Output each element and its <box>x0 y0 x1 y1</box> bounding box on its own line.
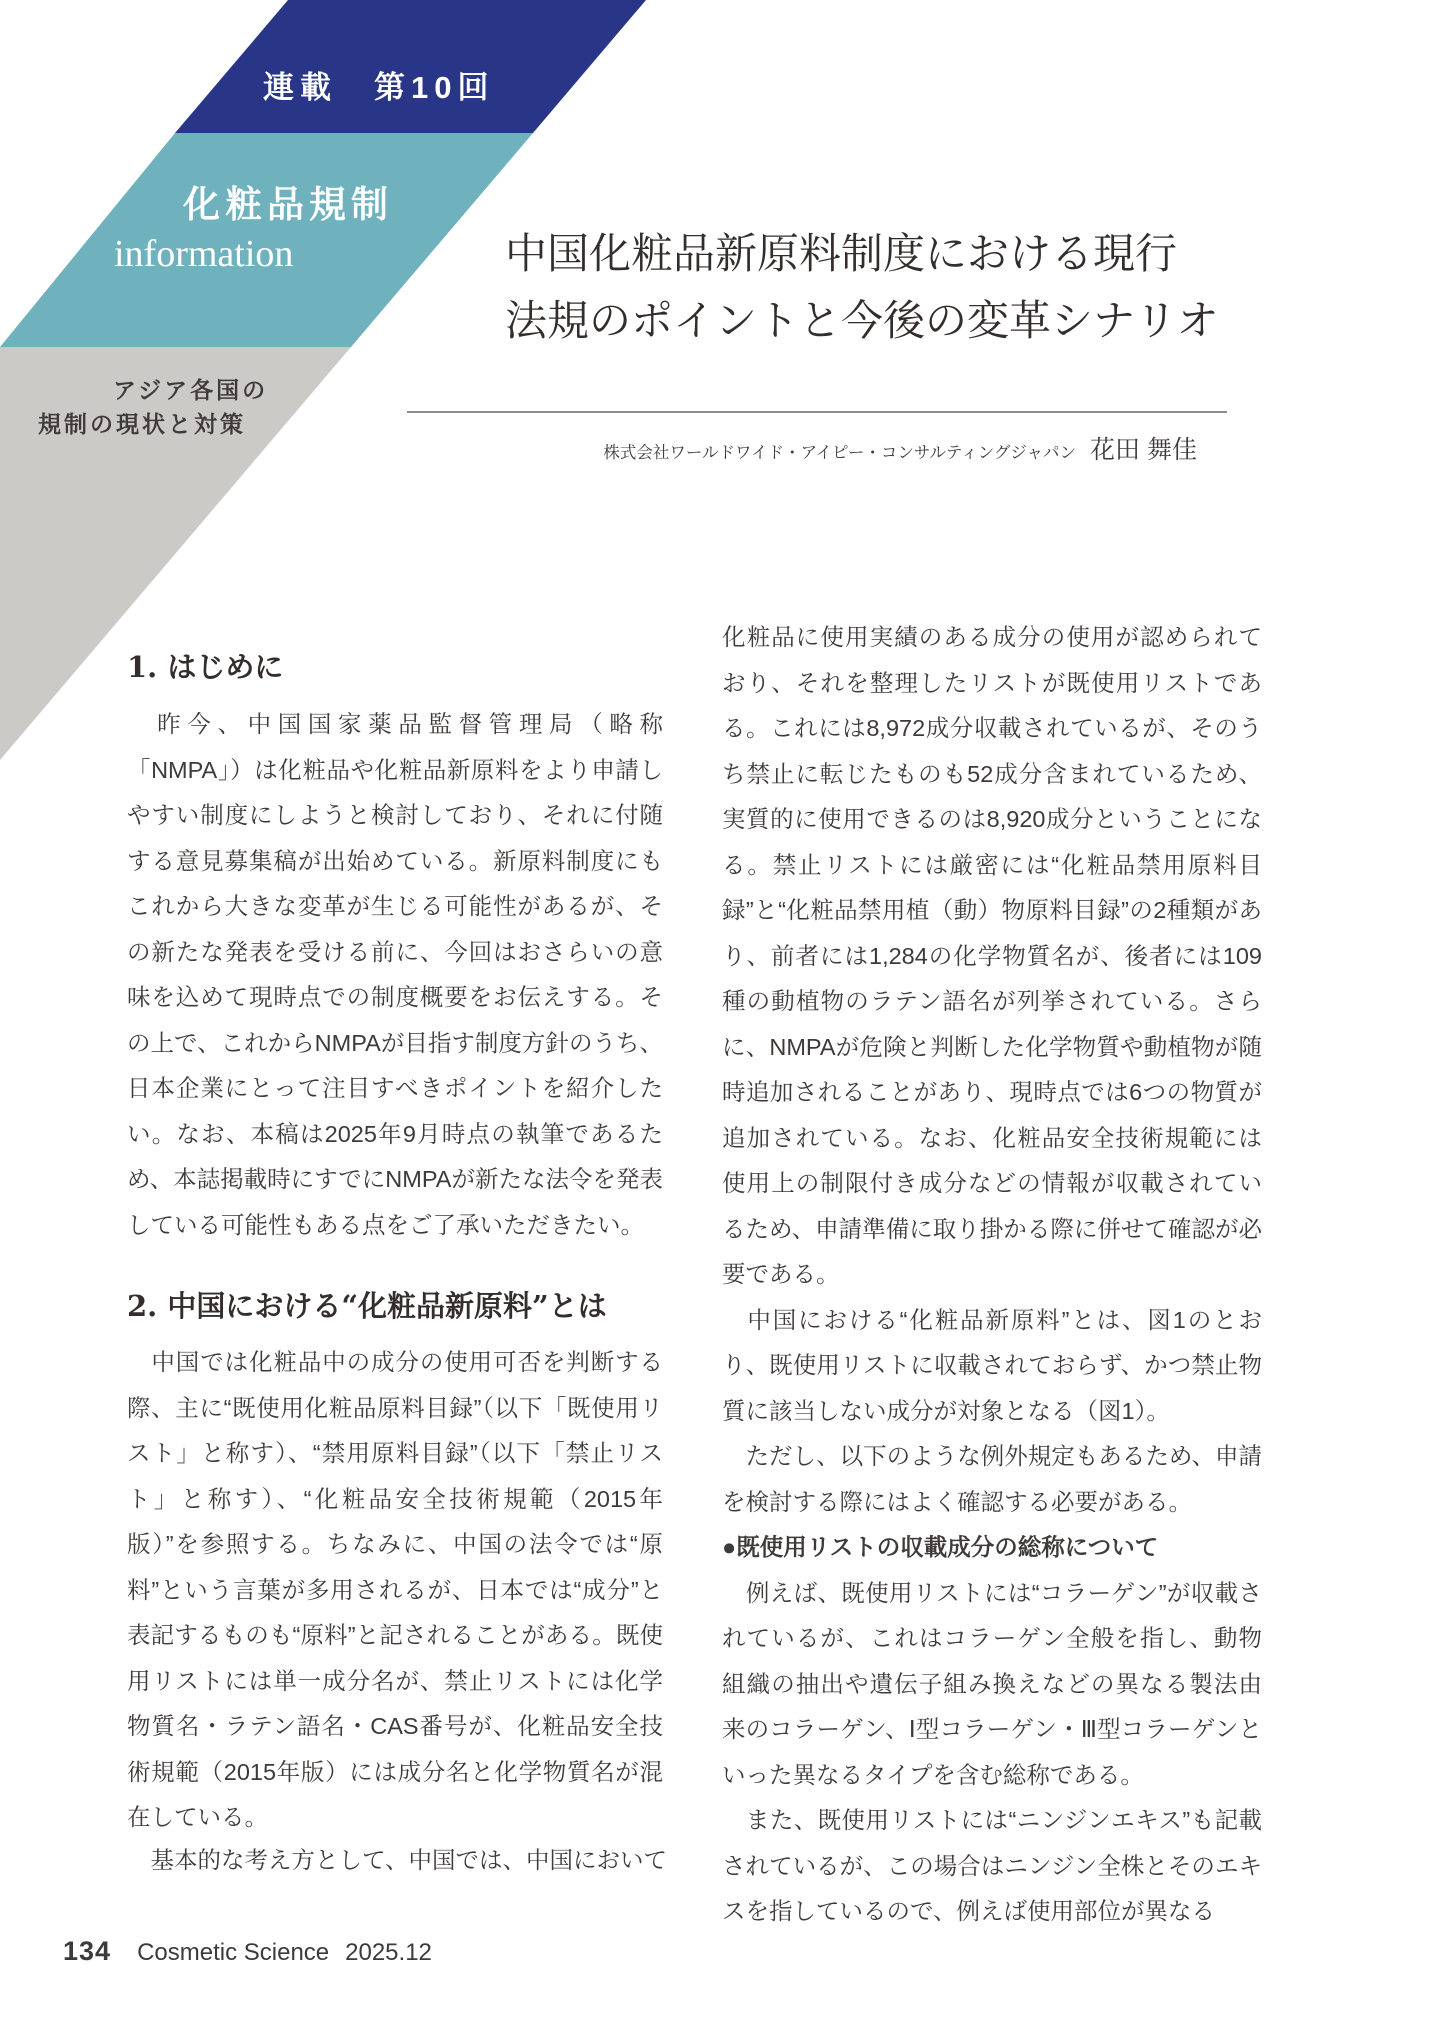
article-title-line2: 法規のポイントと今後の変革シナリオ <box>505 296 1219 345</box>
section-heading-2: 2. 中国における“化粧品新原料”とは <box>127 1289 607 1323</box>
paragraph-text: 中国では化粧品中の成分の使用可否を判断する際、主に“既使用化粧品原料目録”（以下「既使用リスト」と称す）、“禁用原料目録”（以下「禁止リスト」と称す）、“化粧品安全技術規範（2015年版）”を参照する。ちなみに、中国の法令では“原料”という言葉が多用されるが、日本では“成分”と表記するものも“原料”と記されることがある。既使用リストには単一成分名が、禁止リストには化学物質名・ラテン語名・CAS番号が、化粧品安全技術規範（2015年版）には成分名と化学物質名が混在している。 <box>127 1349 663 1830</box>
title-divider-rule <box>407 411 1227 413</box>
left-column-paragraph-1 <box>127 702 663 1248</box>
paragraph-text: ただし、以下のような例外規定もあるため、申請を検討する際にはよく確認する必要がある。 <box>722 1443 1262 1515</box>
right-column <box>722 615 1262 1935</box>
category-title-en: information <box>114 233 294 275</box>
paragraph-text: また、既使用リストには“ニンジンエキス”も記載されているが、この場合はニンジン全株とそのエキスを指しているので、例えば使用部位が異なる <box>722 1807 1262 1924</box>
section-heading-1: 1. はじめに <box>127 650 284 684</box>
paragraph-text: 基本的な考え方として、中国では、中国において <box>127 1847 668 1873</box>
author-line <box>505 430 1197 466</box>
paragraph-text: 昨今、中国国家薬品監督管理局（略称「NMPA」）は化粧品や化粧品新原料をより申請しやすい制度にしようと検討しており、それに付随する意見募集稿が出始めている。新原料制度にもこれから大きな変革が生じる可能性があるが、その新たな発表を受ける前に、今回はおさらいの意味を込めて現時点での制度概要をお伝えする。その上で、これからNMPAが目指す制度方針のうち、日本企業にとって注目すべきポイントを紹介したい。なお、本稿は2025年9月時点の執筆であるため、本誌掲載時にすでにNMPAが新たな法令を発表している可能性もある点をご了承いただきたい。 <box>127 711 663 1238</box>
paragraph-text: 化粧品に使用実績のある成分の使用が認められており、それを整理したリストが既使用リストである。これには8,972成分収載されているが、そのうち禁止に転じたものも52成分含まれているため、実質的に使用できるのは8,920成分ということになる。禁止リストには厳密には“化粧品禁用原料目録”と“化粧品禁用植（動）物原料目録”の2種類があり、前者には1,284の化学物質名が、後者には109種の動植物のラテン語名が列挙されている。さらに、NMPAが危険と判断した化学物質や動植物が随時追加されることがあり、現時点では6つの物質が追加されている。なお、化粧品安全技術規範には使用上の制限付き成分などの情報が収載されているため、申請準備に取り掛かる際に併せて確認が必要である。 <box>722 624 1262 1287</box>
subcategory-line2: 規制の現状と対策 <box>38 411 246 437</box>
issue-date: 2025.12 <box>345 1939 432 1966</box>
category-title-jp: 化粧品規制 <box>183 184 393 225</box>
left-column-paragraph-2 <box>127 1340 663 1841</box>
author-name: 花田 舞佳 <box>1090 436 1197 464</box>
series-label: 連載 第10回 <box>263 70 495 105</box>
subcategory-line1: アジア各国の <box>113 377 269 403</box>
page-footer <box>63 1936 432 1967</box>
paragraph-text: 中国における“化粧品新原料”とは、図1のとおり、既使用リストに収載されておらず、かつ禁止物質に該当しない成分が対象となる（図1）。 <box>722 1306 1262 1424</box>
left-column-paragraph-3 <box>127 1838 707 1884</box>
author-affiliation: 株式会社ワールドワイド・アイピー・コンサルティングジャパン <box>603 444 1077 462</box>
bullet-subheading: ●既使用リストの収載成分の総称について <box>722 1534 1159 1560</box>
page-number: 134 <box>63 1936 112 1966</box>
paragraph-text: 例えば、既使用リストには“コラーゲン”が収載されているが、これはコラーゲン全般を指し、動物組織の抽出や遺伝子組み換えなどの異なる製法由来のコラーゲン、Ⅰ型コラーゲン・Ⅲ型コラーゲンといった異なるタイプを含む総称である。 <box>722 1579 1262 1788</box>
article-title-line1: 中国化粧品新原料制度における現行 <box>505 229 1178 278</box>
article-title <box>505 220 1219 354</box>
journal-name: Cosmetic Science <box>137 1939 330 1966</box>
